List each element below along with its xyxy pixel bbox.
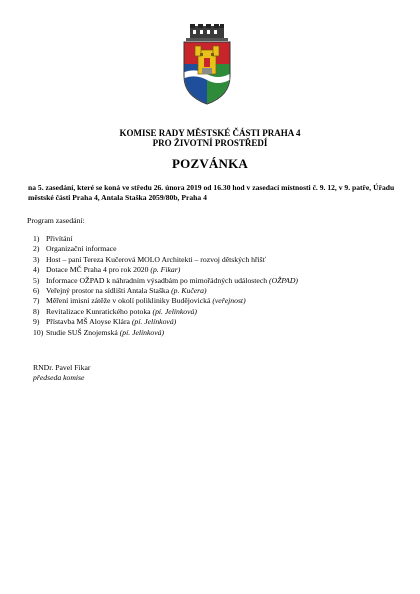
agenda-list [33,234,393,338]
agenda-item: 9) Přístavba MŠ Aloyse Klára (pí. Jelínková) [33,317,177,327]
meeting-details: na 5. zasedání, které se koná ve středu 26. února 2019 od 16.30 hod v zasedací místnosti č. 9. 12, v 9. patře, Úřadu městské části Praha 4, Antala Staška 2059/80b, Praha 4 [28,183,395,202]
committee-name: KOMISE RADY MĚSTSKÉ ČÁSTI PRAHA 4 [119,128,301,138]
committee-subtitle: PRO ŽIVOTNÍ PROSTŘEDÍ [152,138,268,148]
program-label: Program zasedání: [27,216,85,225]
agenda-item: 7) Měření imisní zátěže v okolí polikliniky Budějovická (veřejnost) [33,296,246,306]
agenda-item: 2) Organizační informace [33,244,117,254]
agenda-item: 5) Informace OŽPAD k náhradním výsadbám po mimořádných událostech (OŽPAD) [33,275,298,285]
signer-role: předseda komise [33,373,85,383]
agenda-item: 10) Studie SUŠ Znojemská (pí. Jelínková) [33,327,165,337]
agenda-item: 4) Dotace MČ Praha 4 pro rok 2020 (p. Fikar) [33,265,181,275]
signature-block [33,363,90,384]
agenda-item: 6) Veřejný prostor na sídlišti Antala Staška (p. Kučera) [33,286,207,296]
document-title: POZVÁNKA [172,156,248,171]
agenda-item: 8) Revitalizace Kunratického potoka (pí. Jelínková) [33,306,197,316]
signer-name: RNDr. Pavel Fikar [33,363,91,372]
agenda-item: 3) Host – paní Tereza Kučerová MOLO Architekti – rozvoj dětských hřišť [33,254,266,264]
coat-of-arms-icon [178,24,236,106]
agenda-item: 1) Přivítání [33,234,73,243]
